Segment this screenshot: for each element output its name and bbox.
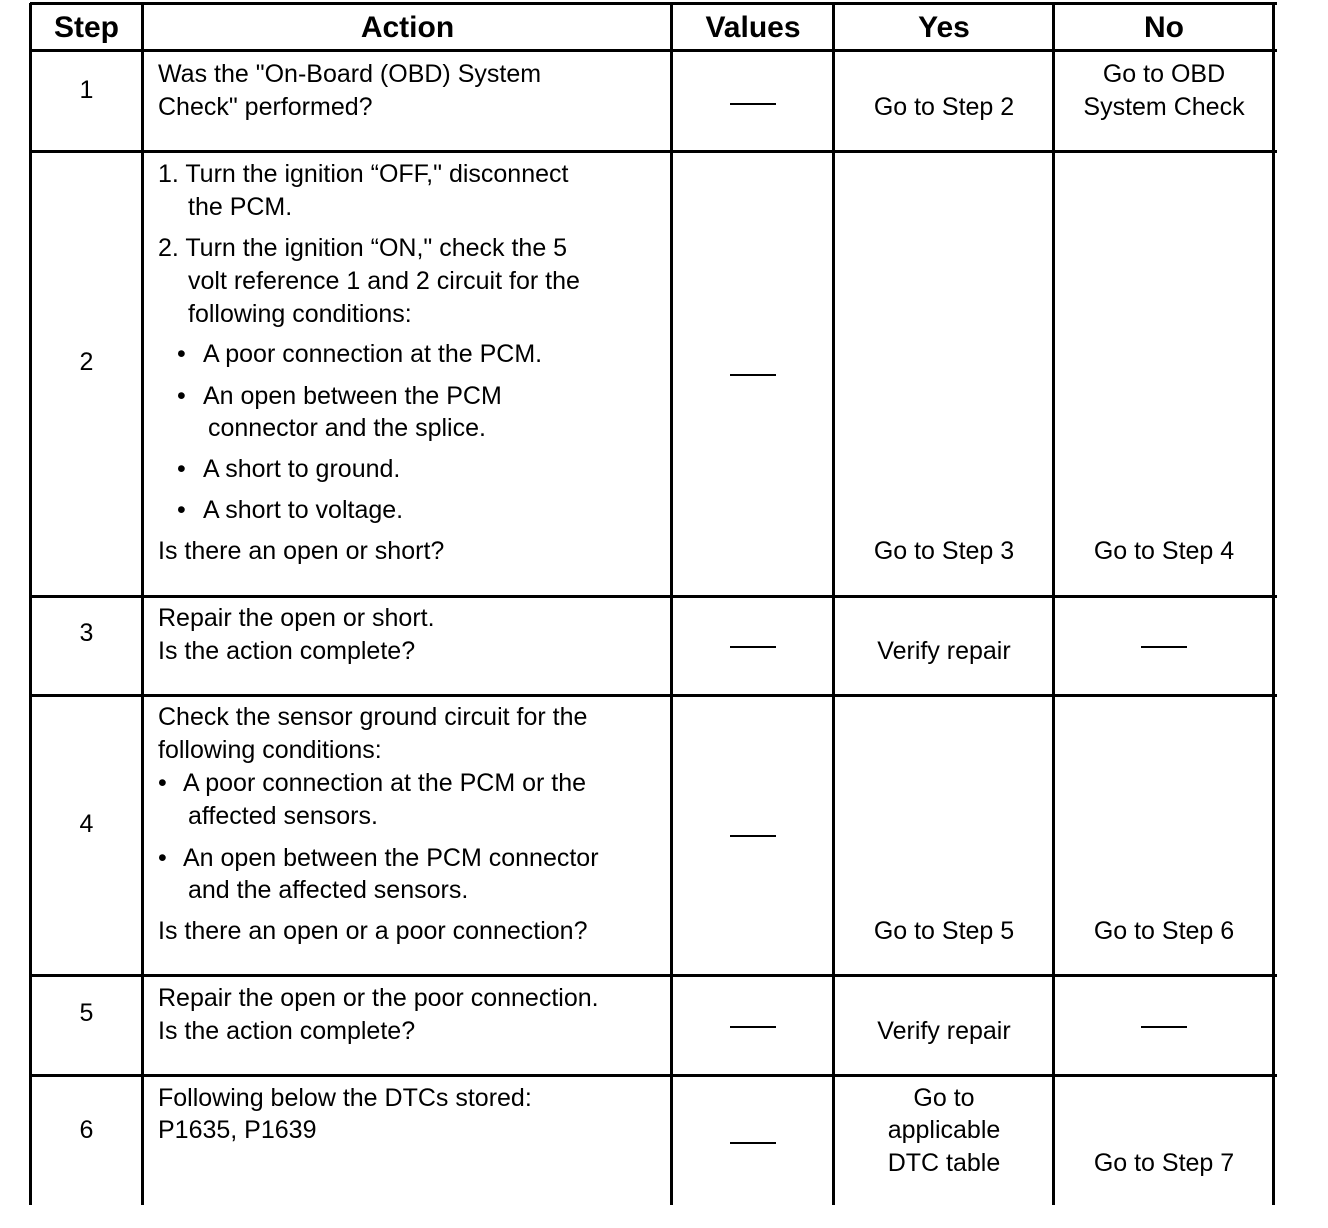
action-text: Check" performed? bbox=[158, 93, 373, 121]
no-result: Go to Step 4 bbox=[1093, 537, 1235, 565]
bullet: • bbox=[158, 844, 167, 872]
no-dash bbox=[1141, 646, 1187, 648]
yes-result: Verify repair bbox=[877, 1017, 1011, 1045]
yes-result: DTC table bbox=[887, 1149, 1001, 1177]
row-divider bbox=[30, 150, 1277, 153]
row-divider bbox=[30, 1074, 1277, 1077]
action-text: An open between the PCM bbox=[203, 382, 502, 410]
header-step: Step bbox=[53, 11, 119, 44]
action-text: affected sensors. bbox=[188, 802, 378, 830]
no-result: Go to Step 6 bbox=[1093, 917, 1235, 945]
values-dash bbox=[730, 374, 776, 376]
action-text: following conditions: bbox=[158, 736, 382, 764]
action-text: A poor connection at the PCM. bbox=[203, 340, 543, 368]
values-dash bbox=[730, 835, 776, 837]
yes-result: Go to Step 2 bbox=[873, 93, 1015, 121]
yes-result: Go to Step 5 bbox=[873, 917, 1015, 945]
action-text: A poor connection at the PCM or the bbox=[183, 769, 587, 797]
step-number: 1 bbox=[79, 76, 94, 104]
action-text: Repair the open or the poor connection. bbox=[158, 984, 599, 1012]
action-text: P1635, P1639 bbox=[158, 1116, 317, 1144]
values-dash bbox=[730, 103, 776, 105]
bullet: • bbox=[158, 769, 167, 797]
action-text: the PCM. bbox=[188, 193, 293, 221]
no-result: System Check bbox=[1083, 93, 1245, 121]
row-divider bbox=[30, 974, 1277, 977]
bullet: • bbox=[177, 496, 186, 524]
header-action: Action bbox=[360, 11, 455, 44]
header-no: No bbox=[1144, 11, 1184, 44]
no-result: Go to Step 7 bbox=[1093, 1149, 1235, 1177]
step-number: 3 bbox=[79, 619, 94, 647]
step-number: 4 bbox=[79, 810, 94, 838]
action-text: Is there an open or a poor connection? bbox=[158, 917, 588, 945]
values-dash bbox=[730, 1026, 776, 1028]
action-text: Following below the DTCs stored: bbox=[158, 1084, 532, 1112]
column-divider bbox=[670, 3, 673, 1205]
bullet: • bbox=[177, 382, 186, 410]
header-yes: Yes bbox=[918, 11, 970, 44]
header-values: Values bbox=[705, 11, 801, 44]
action-text: connector and the splice. bbox=[208, 414, 486, 442]
action-text: Repair the open or short. bbox=[158, 604, 435, 632]
action-text: An open between the PCM connector bbox=[183, 844, 599, 872]
action-text: Is the action complete? bbox=[158, 1017, 416, 1045]
action-text: and the affected sensors. bbox=[188, 876, 469, 904]
no-dash bbox=[1141, 1026, 1187, 1028]
table-border bbox=[30, 2, 1277, 5]
action-text: Check the sensor ground circuit for the bbox=[158, 703, 588, 731]
action-text: volt reference 1 and 2 circuit for the bbox=[188, 267, 580, 295]
row-divider bbox=[30, 49, 1277, 52]
action-text: Was the "On-Board (OBD) System bbox=[158, 60, 542, 88]
table-border bbox=[1272, 3, 1275, 1205]
bullet: • bbox=[177, 455, 186, 483]
row-divider bbox=[30, 694, 1277, 697]
action-text: A short to voltage. bbox=[203, 496, 404, 524]
step-number: 5 bbox=[79, 999, 94, 1027]
no-result: Go to OBD bbox=[1102, 60, 1226, 88]
step-number: 6 bbox=[79, 1116, 94, 1144]
action-text: 1. Turn the ignition “OFF," disconnect bbox=[158, 160, 569, 188]
action-text: following conditions: bbox=[188, 300, 412, 328]
values-dash bbox=[730, 1142, 776, 1144]
step-number: 2 bbox=[79, 348, 94, 376]
yes-result: Go to bbox=[913, 1084, 975, 1112]
action-text: A short to ground. bbox=[203, 455, 401, 483]
action-text: Is the action complete? bbox=[158, 637, 416, 665]
bullet: • bbox=[177, 340, 186, 368]
values-dash bbox=[730, 646, 776, 648]
yes-result: applicable bbox=[887, 1116, 1001, 1144]
action-text: Is there an open or short? bbox=[158, 537, 445, 565]
yes-result: Verify repair bbox=[877, 637, 1011, 665]
yes-result: Go to Step 3 bbox=[873, 537, 1015, 565]
action-text: 2. Turn the ignition “ON," check the 5 bbox=[158, 234, 568, 262]
row-divider bbox=[30, 595, 1277, 598]
